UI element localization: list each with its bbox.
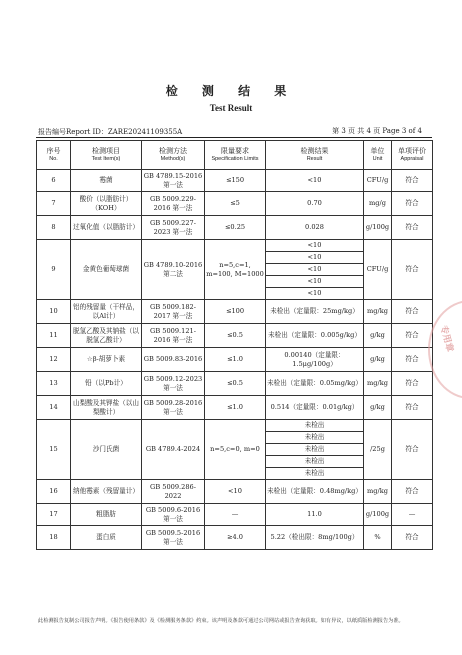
cell-appraisal: 符合 [392, 526, 433, 550]
table-row [37, 480, 433, 504]
cell-unit: /25g [364, 420, 392, 480]
official-stamp [428, 300, 462, 399]
cell-result: <10 [266, 252, 364, 264]
cell-appraisal: 符合 [392, 240, 433, 300]
result-table [36, 140, 433, 550]
header-divider [36, 137, 432, 138]
column-header [71, 141, 142, 170]
cell-item: 酸价（以脂肪计）（KOH） [71, 192, 142, 216]
cell-appraisal: 符合 [392, 420, 433, 480]
cell-result: <10 [266, 170, 364, 192]
table-body [37, 170, 433, 550]
cell-item: 金黄色葡萄球菌 [71, 240, 142, 300]
column-header-cn: 检测结果 [300, 147, 329, 155]
cell-appraisal: 符合 [392, 324, 433, 348]
cell-limit: n=5,c=0, m=0 [205, 420, 266, 480]
column-header-en: Result [306, 156, 323, 162]
cell-appraisal: 符合 [392, 170, 433, 192]
cell-unit: mg/kg [364, 372, 392, 396]
cell-limit: ≤150 [205, 170, 266, 192]
cell-result: <10 [266, 276, 364, 288]
cell-no: 7 [37, 192, 71, 216]
cell-method: GB 5009.229-2016 第一法 [142, 192, 205, 216]
cell-limit: ≤0.5 [205, 324, 266, 348]
cell-item: 纳他霉素（残留量计） [71, 480, 142, 504]
table-row [37, 170, 433, 192]
column-header-cn: 序号 [46, 147, 61, 155]
column-header-en: Unit [372, 156, 383, 162]
cell-no: 17 [37, 504, 71, 526]
cell-result: 未检出 [266, 444, 364, 456]
cell-result: 未检出（定量限：0.05mg/kg） [266, 372, 364, 396]
cell-appraisal: 符合 [392, 300, 433, 324]
cell-result: <10 [266, 264, 364, 276]
cell-unit: mg/kg [364, 480, 392, 504]
cell-unit: g/kg [364, 396, 392, 420]
cell-method: GB 5009.83-2016 [142, 348, 205, 372]
cell-no: 14 [37, 396, 71, 420]
table-row [37, 396, 433, 420]
cell-item: 沙门氏菌 [71, 420, 142, 480]
table-row [37, 216, 433, 240]
table-header [37, 141, 433, 170]
cell-appraisal: 符合 [392, 216, 433, 240]
cell-result: 未检出 [266, 468, 364, 480]
cell-no: 15 [37, 420, 71, 480]
column-header [266, 141, 364, 170]
cell-item: ☆β-胡萝卜素 [71, 348, 142, 372]
cell-item: 蛋白质 [71, 526, 142, 550]
column-header [392, 141, 433, 170]
cell-unit: mg/kg [364, 300, 392, 324]
table-row [37, 372, 433, 396]
column-header-cn: 检测方法 [159, 147, 187, 155]
cell-item: 脱氢乙酸及其钠盐（以脱氢乙酸计） [71, 324, 142, 348]
cell-unit: g/kg [364, 324, 392, 348]
page-title: 检 测 结 果 [165, 84, 297, 98]
cell-item: 过氧化值（以脂肪计） [71, 216, 142, 240]
table-row [37, 192, 433, 216]
column-header-en: Appraisal [400, 156, 424, 162]
cell-method: GB 5009.227-2023 第一法 [142, 216, 205, 240]
cell-result: 未检出（定量限：25mg/kg） [266, 300, 364, 324]
cell-item: 铝的残留量（干样品，以Al计） [71, 300, 142, 324]
cell-item: 山梨酸及其钾盐（以山梨酸计） [71, 396, 142, 420]
cell-item: 霉菌 [71, 170, 142, 192]
column-header [364, 141, 392, 170]
cell-item: 铅（以Pb计） [71, 372, 142, 396]
cell-unit: g/100g [364, 504, 392, 526]
page-subtitle: Test Result [209, 103, 253, 113]
table-row [37, 420, 433, 432]
cell-limit: ≤0.25 [205, 216, 266, 240]
table-row [37, 526, 433, 550]
cell-result: 0.028 [266, 216, 364, 240]
cell-no: 6 [37, 170, 71, 192]
cell-limit: ≤0.5 [205, 372, 266, 396]
cell-method: GB 5009.121-2016 第一法 [142, 324, 205, 348]
cell-method: GB 4789.15-2016 第一法 [142, 170, 205, 192]
column-header [142, 141, 205, 170]
cell-no: 8 [37, 216, 71, 240]
cell-result: <10 [266, 288, 364, 300]
cell-limit: ≥4.0 [205, 526, 266, 550]
cell-method: GB 5009.182-2017 第一法 [142, 300, 205, 324]
cell-no: 10 [37, 300, 71, 324]
cell-limit: ≤100 [205, 300, 266, 324]
cell-no: 12 [37, 348, 71, 372]
cell-no: 18 [37, 526, 71, 550]
cell-method: GB 4789.4-2024 [142, 420, 205, 480]
cell-no: 16 [37, 480, 71, 504]
cell-result: 未检出 [266, 432, 364, 444]
cell-result: 0.00140（定量限：1.5μg/100g） [266, 348, 364, 372]
cell-appraisal: — [392, 504, 433, 526]
column-header [205, 141, 266, 170]
cell-result: <10 [266, 240, 364, 252]
report-id: 报告编号Report ID：ZARE20241109355A [38, 128, 183, 136]
column-header-cn: 单项评价 [398, 147, 426, 155]
cell-method: GB 5009.286-2022 [142, 480, 205, 504]
cell-item: 粗脂肪 [71, 504, 142, 526]
cell-result: 未检出 [266, 456, 364, 468]
cell-appraisal: 符合 [392, 480, 433, 504]
table-row [37, 324, 433, 348]
footer-note: 此检测报告复制公司报告声明。《报告使用条款》及《检测服务条款》约束。该声明及条款可通过公司网站或报告查询获取。如有异议，以纸质版检测报告为准。 [38, 618, 404, 624]
column-header-cn: 单位 [370, 147, 385, 155]
cell-appraisal: 符合 [392, 396, 433, 420]
cell-no: 13 [37, 372, 71, 396]
cell-no: 11 [37, 324, 71, 348]
cell-method: GB 5009.28-2016 第一法 [142, 396, 205, 420]
column-header-en: Test Item(s) [91, 156, 121, 162]
cell-result: 未检出（定量限：0.48mg/kg） [266, 480, 364, 504]
table-row [37, 504, 433, 526]
cell-result: 0.70 [266, 192, 364, 216]
cell-unit: g/100g [364, 216, 392, 240]
cell-method: GB 5009.12-2023 第一法 [142, 372, 205, 396]
stamp-text: 专用章 [437, 324, 455, 354]
cell-limit: ≤5 [205, 192, 266, 216]
cell-appraisal: 符合 [392, 372, 433, 396]
cell-limit: <10 [205, 480, 266, 504]
cell-unit: CFU/g [364, 240, 392, 300]
cell-unit: mg/g [364, 192, 392, 216]
cell-appraisal: 符合 [392, 348, 433, 372]
column-header-en: Method(s) [160, 156, 186, 162]
cell-limit: — [205, 504, 266, 526]
cell-result: 未检出（定量限：0.005g/kg） [266, 324, 364, 348]
cell-result: 11.0 [266, 504, 364, 526]
column-header-en: Specification Limits [211, 156, 259, 162]
cell-method: GB 4789.10-2016 第二法 [142, 240, 205, 300]
table-row [37, 300, 433, 324]
cell-method: GB 5009.6-2016 第一法 [142, 504, 205, 526]
cell-method: GB 5009.5-2016 第一法 [142, 526, 205, 550]
cell-appraisal: 符合 [392, 192, 433, 216]
cell-result: 0.514（定量限：0.01g/kg） [266, 396, 364, 420]
cell-unit: CFU/g [364, 170, 392, 192]
column-header-en: No. [49, 156, 58, 162]
page-info: 第 3 页 共 4 页 Page 3 of 4 [332, 127, 422, 135]
cell-result: 5.22（检出限：8mg/100g） [266, 526, 364, 550]
column-header-cn: 检测项目 [92, 147, 120, 155]
cell-unit: g/kg [364, 348, 392, 372]
table-row [37, 240, 433, 252]
cell-no: 9 [37, 240, 71, 300]
column-header-cn: 限量要求 [221, 147, 249, 155]
column-header [37, 141, 71, 170]
cell-unit: % [364, 526, 392, 550]
table-row [37, 348, 433, 372]
cell-limit: n=5,c=1, m=100, M=1000 [205, 240, 266, 300]
cell-limit: ≤1.0 [205, 348, 266, 372]
cell-result: 未检出 [266, 420, 364, 432]
cell-limit: ≤1.0 [205, 396, 266, 420]
